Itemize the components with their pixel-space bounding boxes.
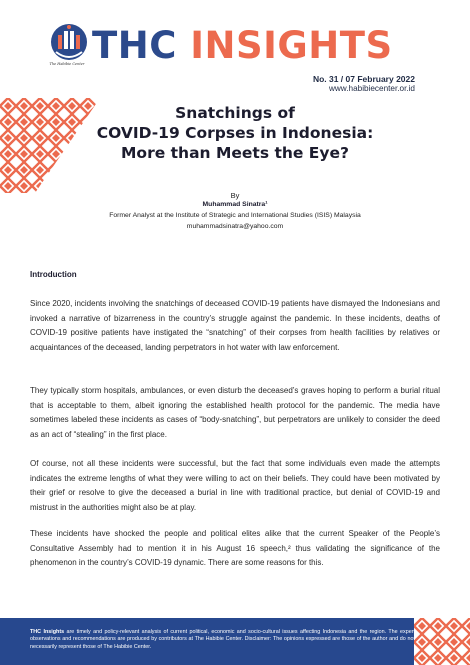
section-heading: Introduction xyxy=(30,270,77,279)
article-title-line2: COVID-19 Corpses in Indonesia: xyxy=(96,124,374,142)
article-title-line1: Snatchings of xyxy=(175,104,295,122)
footer-body: are timely and policy-relevant analysis of current political, economic and socio-cultural issues affecting Indonesia and the region. The expert observations and recommendations are produced by contributors at The Habibie Center. Disclaimer: The opinions expressed are those of the author and do not necessarily represent those of The Habibie Center. xyxy=(30,629,415,650)
paragraph: These incidents have shocked the people and political elites alike that the current Speaker of the People’s Consultative Assembly had to mention it in his August 16 speech,² thus validating the significance of the phenomenon in the country’s COVID-19 dynamic. There are some reasons for this. xyxy=(30,529,440,568)
brand-insights: INSIGHTS xyxy=(190,24,393,67)
issue-number: No. 31 / 07 February 2022 xyxy=(312,74,415,84)
paragraph: Since 2020, incidents involving the snatchings of deceased COVID-19 patients have dismayed the Indonesians and invoked a narrative of bizarreness in the country’s struggle against the pandemic. In these incidents, deaths of COVID-19 positive patients have instigated the “snatching” of their corpses from health facilities by relatives or acquaintances of the deceased, landing perpetrators in hot water with law enforcement. xyxy=(30,299,440,352)
author-affiliation: Former Analyst at the Institute of Strategic and International Studies (ISIS) Malaysia xyxy=(109,212,361,219)
decorative-pattern-right xyxy=(414,618,470,665)
article-title-line3: More than Meets the Eye? xyxy=(121,144,349,162)
footer-lead: THC Insights xyxy=(30,629,65,635)
footer-disclaimer xyxy=(30,629,415,651)
byline-by: By xyxy=(230,191,240,200)
author-name: Muhammad Sinatra¹ xyxy=(202,201,268,208)
brand-title xyxy=(92,24,393,68)
brand-thc: THC xyxy=(92,24,177,67)
paragraph: Of course, not all these incidents were successful, but the fact that some individuals even made the attempts indicates the extreme lengths of what they were willing to act on their beliefs. They could have been motivated by their grief or resolve to give the deceased a burial in line with traditional practice, but denial of COVID-19 and mistrust in the authorities might also be at play. xyxy=(30,459,440,512)
author-email[interactable]: muhammadsinatra@yahoo.com xyxy=(186,223,284,230)
logo-caption: The Habibie Center xyxy=(49,62,85,66)
website-link[interactable]: www.habibiecenter.or.id xyxy=(328,84,415,93)
paragraph: They typically storm hospitals, ambulances, or even disturb the deceased’s graves hoping to perform a burial ritual that is acceptable to them, albeit ignoring the established health protocol for the pandemic. The media have sometimes labeled these incidents as cases of “body-snatching”, but perpetrators are unlikely to consider the deed as an act of “stealing” in the first place. xyxy=(30,386,440,439)
